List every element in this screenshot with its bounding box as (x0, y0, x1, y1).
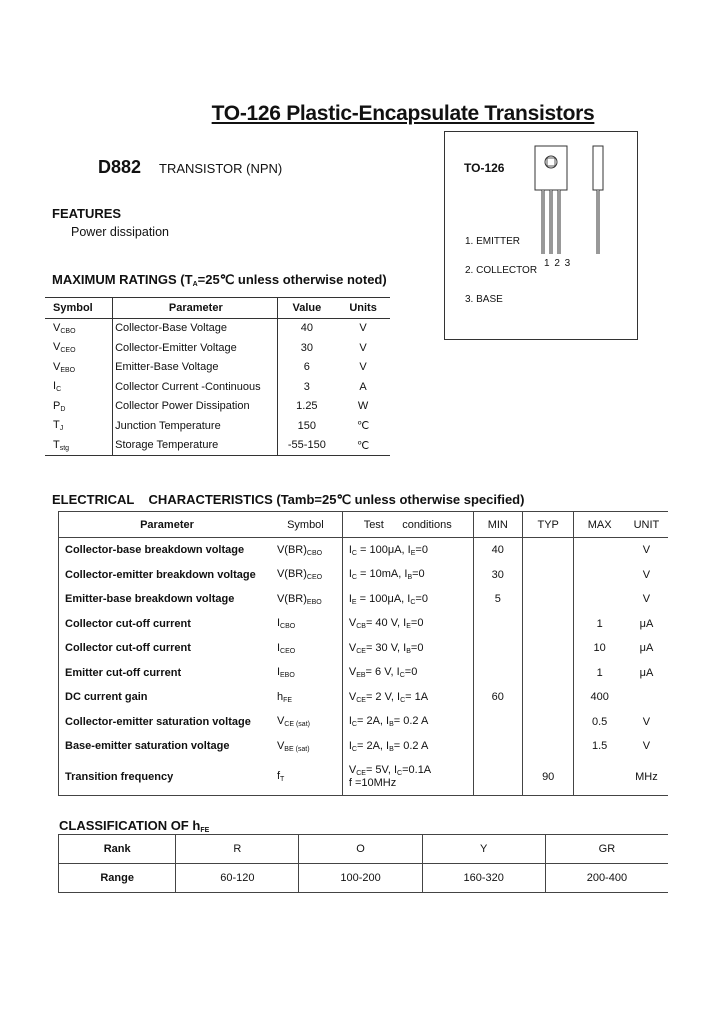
parameter-cell: Collector-emitter breakdown voltage (59, 563, 269, 588)
parameter-cell: Collector-emitter saturation voltage (59, 710, 269, 735)
table-row (45, 436, 390, 456)
typ-cell (523, 661, 574, 686)
table-row (45, 358, 390, 378)
parameter-cell: Collector Power Dissipation (113, 397, 277, 417)
column-header: Parameter (59, 512, 269, 538)
typ-cell (523, 685, 574, 710)
parameter-cell: Collector cut-off current (59, 612, 269, 637)
unit-cell (625, 685, 668, 710)
pin-label: 3. BASE (465, 294, 503, 305)
symbol-cell: $V_{CE (sat)}$ (276, 715, 310, 729)
min-cell: 5 (473, 587, 522, 612)
features-heading: FEATURES (52, 206, 122, 221)
unit-cell: ℃ (336, 436, 390, 456)
typ-cell (523, 636, 574, 661)
symbol-cell: $T_{stg}$ (45, 436, 113, 456)
table-row (59, 612, 669, 637)
typ-cell (523, 710, 574, 735)
typ-cell (523, 587, 574, 612)
table-row (45, 377, 390, 397)
column-header: Parameter (113, 298, 277, 319)
symbol-cell: $V_{CBO}$ (53, 321, 76, 335)
table-row (59, 538, 669, 563)
pin-numbers: 1 2 3 (544, 258, 572, 269)
condition-cell: $V_{CE}= 2$ V, $I_C= 1A$ (342, 685, 473, 710)
symbol-cell: $V_{BE (sat)}$ (276, 739, 310, 753)
min-cell: 40 (473, 538, 522, 563)
max-cell: 1 (574, 661, 625, 686)
parameter-cell: Collector-Base Voltage (113, 318, 277, 338)
value-cell: 30 (277, 338, 336, 358)
rank-cell: GR (545, 835, 668, 864)
value-cell: 1.25 (277, 397, 336, 417)
rank-label: Rank (59, 835, 176, 864)
pin-label: 2. COLLECTOR (465, 265, 538, 276)
value-cell: -55-150 (277, 436, 336, 456)
condition-cell: $I_C = 10mA$, $I_B=0$ (342, 563, 473, 588)
typ-cell (523, 612, 574, 637)
unit-cell: A (359, 380, 367, 393)
condition-cell: $V_{CE}= 5V$, $I_C=0.1A$ f =10MHz (342, 759, 473, 796)
unit-cell: V (642, 568, 651, 581)
column-header: Units (336, 298, 390, 319)
max-ratings-heading: MAXIMUM RATINGS ($T_A=25℃$ unless otherwise noted) (52, 272, 387, 288)
typ-cell (523, 538, 574, 563)
parameter-cell: Storage Temperature (113, 436, 277, 456)
range-cell: 200-400 (545, 864, 668, 893)
column-header: Symbol (269, 512, 342, 538)
symbol-cell: $V_{CEO}$ (53, 341, 76, 355)
rank-cell: R (176, 835, 299, 864)
condition-cell: $V_{CB}= 40$ V, $I_E=0$ (342, 612, 473, 637)
symbol-cell: $I_{CBO}$ (276, 617, 296, 631)
pin-label: 1. EMITTER (465, 236, 521, 247)
parameter-cell: DC current gain (59, 685, 269, 710)
typ-cell: 90 (523, 759, 574, 796)
symbol-cell: $T_J$ (53, 419, 64, 433)
min-cell (473, 636, 522, 661)
condition-cell: $V_{CE}= 30$ V, $I_B=0$ (342, 636, 473, 661)
max-cell: 0.5 (574, 710, 625, 735)
unit-cell: μA (639, 642, 654, 655)
min-cell (473, 759, 522, 796)
max-ratings-table (45, 297, 390, 456)
table-row (45, 318, 390, 338)
symbol-cell: $I_{EBO}$ (276, 666, 295, 680)
max-cell: 10 (574, 636, 625, 661)
condition-cell: $I_C= 2A$, $I_B= 0.2$ A (342, 710, 473, 735)
range-cell: 100-200 (299, 864, 422, 893)
value-cell: 150 (277, 416, 336, 436)
feature-item: Power dissipation (71, 225, 169, 239)
unit-cell: μA (639, 666, 654, 679)
symbol-cell: $V_{EBO}$ (53, 360, 76, 374)
column-header: UNIT (625, 512, 668, 538)
unit-cell: ℃ (356, 420, 370, 433)
classification-heading: CLASSIFICATION OF $h_{FE}$ (59, 818, 210, 834)
value-cell: 40 (277, 318, 336, 338)
part-number: D882 (98, 157, 142, 177)
symbol-cell: $V(BR)_{CEO}$ (276, 568, 323, 582)
unit-cell: W (357, 400, 369, 413)
parameter-cell: Transition frequency (59, 759, 269, 796)
unit-cell: V (642, 593, 651, 606)
electrical-heading: ELECTRICAL CHARACTERISTICS (Tamb=25℃ unless otherwise specified) (52, 492, 525, 507)
unit-cell: V (359, 322, 367, 335)
min-cell (473, 734, 522, 759)
unit-cell: V (359, 341, 367, 354)
range-cell: 160-320 (422, 864, 545, 893)
max-cell (574, 538, 625, 563)
table-row (59, 587, 669, 612)
parameter-cell: Emitter-Base Voltage (113, 358, 277, 378)
condition-cell: $I_E = 100\mu A$, $I_C=0$ (342, 587, 473, 612)
electrical-table (58, 511, 668, 796)
min-cell (473, 612, 522, 637)
condition-cell: $V_{EB}= 6$ V, $I_C=0$ (342, 661, 473, 686)
unit-cell: V (642, 740, 651, 753)
parameter-cell: Junction Temperature (113, 416, 277, 436)
table-row (45, 397, 390, 417)
parameter-cell: Collector-base breakdown voltage (59, 538, 269, 563)
condition-cell: $I_C= 2A$, $I_B= 0.2$ A (342, 734, 473, 759)
range-cell: 60-120 (176, 864, 299, 893)
table-row (59, 661, 669, 686)
rank-cell: Y (422, 835, 545, 864)
max-cell: 400 (574, 685, 625, 710)
column-header: TYP (523, 512, 574, 538)
value-cell: 6 (277, 358, 336, 378)
package-box (444, 131, 638, 340)
condition-cell: $I_C = 100\mu A$, $I_E=0$ (342, 538, 473, 563)
parameter-cell: Collector cut-off current (59, 636, 269, 661)
table-row (45, 338, 390, 358)
table-row (59, 563, 669, 588)
symbol-cell: $h_{FE}$ (276, 690, 293, 704)
value-cell: 3 (277, 377, 336, 397)
column-header: Test conditions (342, 512, 473, 538)
parameter-cell: Emitter-base breakdown voltage (59, 587, 269, 612)
parameter-cell: Base-emitter saturation voltage (59, 734, 269, 759)
table-row (45, 416, 390, 436)
parameter-cell: Emitter cut-off current (59, 661, 269, 686)
symbol-cell: $P_D$ (53, 399, 66, 413)
typ-cell (523, 563, 574, 588)
max-cell (574, 587, 625, 612)
unit-cell: V (359, 361, 367, 374)
symbol-cell: $V(BR)_{EBO}$ (276, 592, 322, 606)
symbol-cell: $V(BR)_{CBO}$ (276, 543, 323, 557)
unit-cell: μA (639, 617, 654, 630)
min-cell: 30 (473, 563, 522, 588)
table-row (59, 759, 669, 796)
typ-cell (523, 734, 574, 759)
part-type: TRANSISTOR (NPN) (159, 161, 283, 176)
min-cell (473, 710, 522, 735)
rank-cell: O (299, 835, 422, 864)
min-cell: 60 (473, 685, 522, 710)
symbol-cell: $I_C$ (53, 380, 62, 394)
page-title: TO-126 Plastic-Encapsulate Transistors (211, 102, 595, 125)
table-row (59, 685, 669, 710)
table-row (59, 734, 669, 759)
classification-table (58, 834, 668, 893)
column-header: Symbol (45, 298, 113, 319)
parameter-cell: Collector-Emitter Voltage (113, 338, 277, 358)
table-row (59, 636, 669, 661)
symbol-cell: $f_T$ (269, 759, 342, 796)
max-cell: 1 (574, 612, 625, 637)
unit-cell: MHz (625, 759, 668, 796)
min-cell (473, 661, 522, 686)
package-name: TO-126 (464, 161, 505, 175)
range-label: Range (59, 864, 176, 893)
max-cell: 1.5 (574, 734, 625, 759)
max-cell (574, 563, 625, 588)
symbol-cell: $I_{CEO}$ (276, 641, 296, 655)
column-header: MAX (574, 512, 625, 538)
column-header: MIN (473, 512, 522, 538)
unit-cell: V (642, 715, 651, 728)
table-row (59, 710, 669, 735)
column-header: Value (277, 298, 336, 319)
unit-cell: V (642, 544, 651, 557)
parameter-cell: Collector Current -Continuous (113, 377, 277, 397)
max-cell (574, 759, 625, 796)
